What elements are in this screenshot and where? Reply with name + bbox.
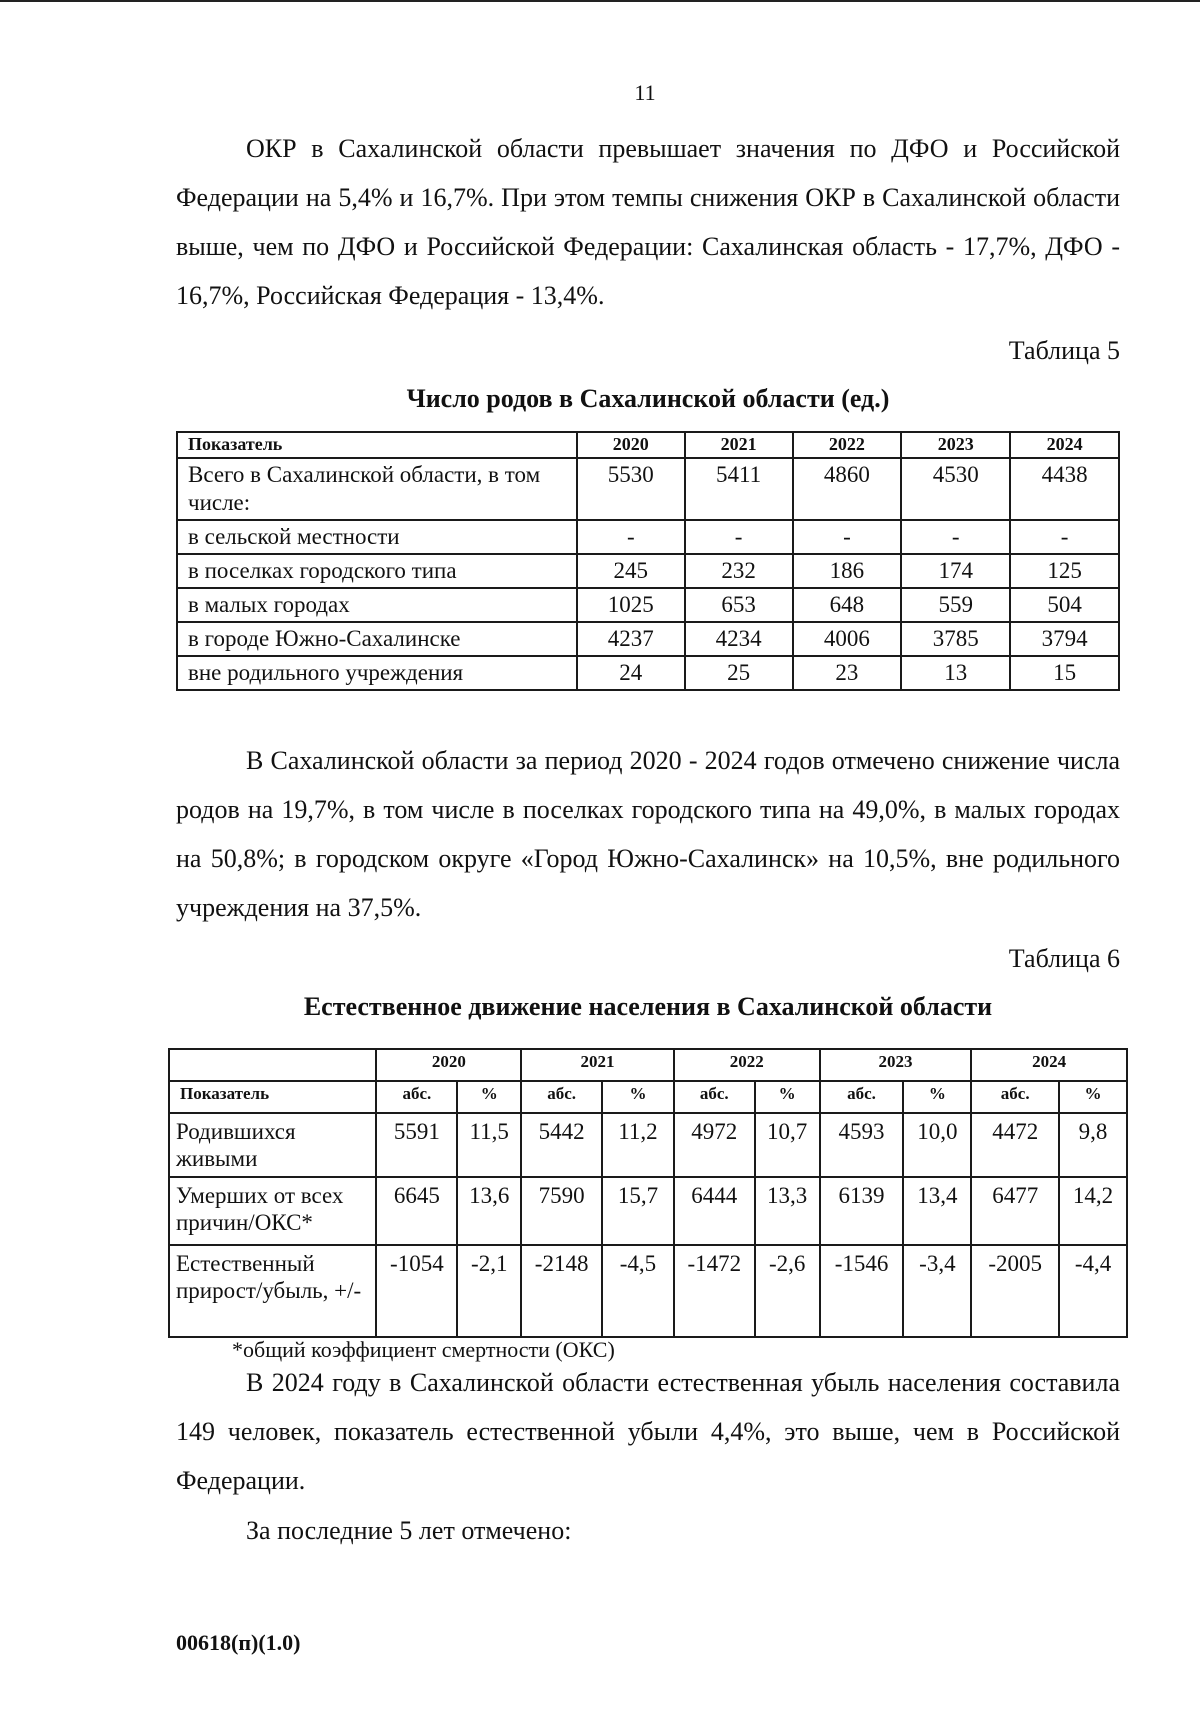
cell-value: 4234 [685,622,793,656]
cell-value: 11,2 [602,1113,674,1177]
table-row [169,1245,1127,1337]
table-row [177,588,1119,622]
cell-value: 504 [1010,588,1119,622]
population-movement-table [168,1048,1128,1338]
row-label: в малых городах [177,588,577,622]
cell-value: 232 [685,554,793,588]
header-abs: абс. [521,1081,602,1113]
table-row [177,622,1119,656]
cell-value: 24 [577,656,685,690]
row-label: вне родильного учреждения [177,656,577,690]
document-id: 00618(п)(1.0) [176,1630,301,1655]
cell-value: -1546 [820,1245,904,1337]
cell-value: 125 [1010,554,1119,588]
cell-value: 25 [685,656,793,690]
page-number: 11 [634,80,656,105]
header-abs: абс. [376,1081,457,1113]
table-header-row [177,432,1119,458]
table-row [177,520,1119,554]
header-pct: % [755,1081,820,1113]
cell-value: 5530 [577,458,685,520]
cell-value: 13,3 [755,1177,820,1245]
paragraph-last-5-years: За последние 5 лет отмечено: [246,1516,572,1545]
cell-value: 15 [1010,656,1119,690]
header-year: 2020 [577,432,685,458]
cell-value: 14,2 [1059,1177,1127,1245]
table-year-row [169,1049,1127,1081]
cell-value: 186 [793,554,902,588]
table6-number: Таблица 6 [1008,944,1120,973]
paragraph-okr: ОКР в Сахалинской области превышает значения по ДФО и Российской Федерации на 5,4% и 16,7%. При этом темпы снижения ОКР в Сахалинской области выше, чем по ДФО и Российской Федерации: Сахалинская область - 17,7%, ДФО - 16,7%, Российская Федерация - 13,4%. [176,134,1120,310]
cell-value: 5442 [521,1113,602,1177]
header-abs: абс. [674,1081,755,1113]
cell-value: 4006 [793,622,902,656]
cell-value: 5591 [376,1113,457,1177]
cell-value: -2005 [971,1245,1059,1337]
header-year: 2021 [521,1049,674,1081]
row-label: в поселках городского типа [177,554,577,588]
cell-value: 174 [901,554,1010,588]
cell-value: - [685,520,793,554]
cell-value: -4,4 [1059,1245,1127,1337]
cell-value: 648 [793,588,902,622]
cell-value: - [901,520,1010,554]
cell-value: 11,5 [457,1113,521,1177]
header-indicator: Показатель [169,1081,376,1113]
cell-value: -3,4 [903,1245,971,1337]
cell-value: 7590 [521,1177,602,1245]
row-label: в сельской местности [177,520,577,554]
cell-value: -2,1 [457,1245,521,1337]
table5-title: Число родов в Сахалинской области (ед.) [406,384,890,413]
header-year: 2022 [674,1049,820,1081]
header-year: 2024 [971,1049,1127,1081]
cell-value: 653 [685,588,793,622]
cell-value: -4,5 [602,1245,674,1337]
header-year: 2023 [901,432,1010,458]
cell-value: 1025 [577,588,685,622]
row-label: Естественный прирост/убыль, +/- [169,1245,376,1337]
cell-value: 13,6 [457,1177,521,1245]
table6-title: Естественное движение населения в Сахалинской области [303,992,993,1021]
header-abs: абс. [820,1081,904,1113]
header-pct: % [457,1081,521,1113]
paragraph-births-decline: В Сахалинской области за период 2020 - 2024 годов отмечено снижение числа родов на 19,7%, в том числе в поселках городского типа на 49,0%, в малых городах на 50,8%; в городском округе «Город Южно-Сахалинск» на 10,5%, вне родильного учреждения на 37,5%. [176,746,1120,922]
cell-value: 4472 [971,1113,1059,1177]
header-year: 2023 [820,1049,972,1081]
cell-value: 15,7 [602,1177,674,1245]
cell-value: 9,8 [1059,1113,1127,1177]
cell-value: 5411 [685,458,793,520]
cell-value: 23 [793,656,902,690]
table-row [169,1113,1127,1177]
cell-value: -2,6 [755,1245,820,1337]
cell-value: - [577,520,685,554]
header-pct: % [903,1081,971,1113]
cell-value: 13,4 [903,1177,971,1245]
cell-value: 4438 [1010,458,1119,520]
cell-value: 6477 [971,1177,1059,1245]
header-indicator: Показатель [177,432,577,458]
header-pct: % [602,1081,674,1113]
header-year: 2024 [1010,432,1119,458]
cell-value: 3785 [901,622,1010,656]
cell-value: -2148 [521,1245,602,1337]
header-abs: абс. [971,1081,1059,1113]
cell-value: 10,7 [755,1113,820,1177]
cell-value: 4593 [820,1113,904,1177]
header-year: 2020 [376,1049,521,1081]
table-row [177,458,1119,520]
cell-value: - [793,520,902,554]
births-table [176,431,1120,691]
cell-value: 4530 [901,458,1010,520]
cell-value: 245 [577,554,685,588]
cell-value: 4972 [674,1113,755,1177]
cell-value: 13 [901,656,1010,690]
cell-value: 6645 [376,1177,457,1245]
table5-number: Таблица 5 [1008,336,1120,365]
table-subheader-row [169,1081,1127,1113]
cell-value: 6444 [674,1177,755,1245]
top-rule [0,0,1200,2]
table-row [177,554,1119,588]
cell-value: -1472 [674,1245,755,1337]
cell-value: 6139 [820,1177,904,1245]
row-label: Родившихся живыми [169,1113,376,1177]
cell-value: - [1010,520,1119,554]
header-year: 2021 [685,432,793,458]
cell-value: 4860 [793,458,902,520]
table-row [177,656,1119,690]
cell-value: 3794 [1010,622,1119,656]
table-row [169,1177,1127,1245]
header-year: 2022 [793,432,902,458]
cell-value: -1054 [376,1245,457,1337]
header-empty [169,1049,376,1081]
row-label: Всего в Сахалинской области, в том числе: [177,458,577,520]
row-label: Умерших от всех причин/ОКС* [169,1177,376,1245]
cell-value: 10,0 [903,1113,971,1177]
footnote-oks: *общий коэффициент смертности (ОКС) [232,1337,615,1362]
cell-value: 4237 [577,622,685,656]
header-pct: % [1059,1081,1127,1113]
row-label: в городе Южно-Сахалинске [177,622,577,656]
cell-value: 559 [901,588,1010,622]
paragraph-natural-decline: В 2024 году в Сахалинской области естественная убыль населения составила 149 человек, показатель естественной убыли 4,4%, это выше, чем в Российской Федерации. [176,1368,1120,1495]
